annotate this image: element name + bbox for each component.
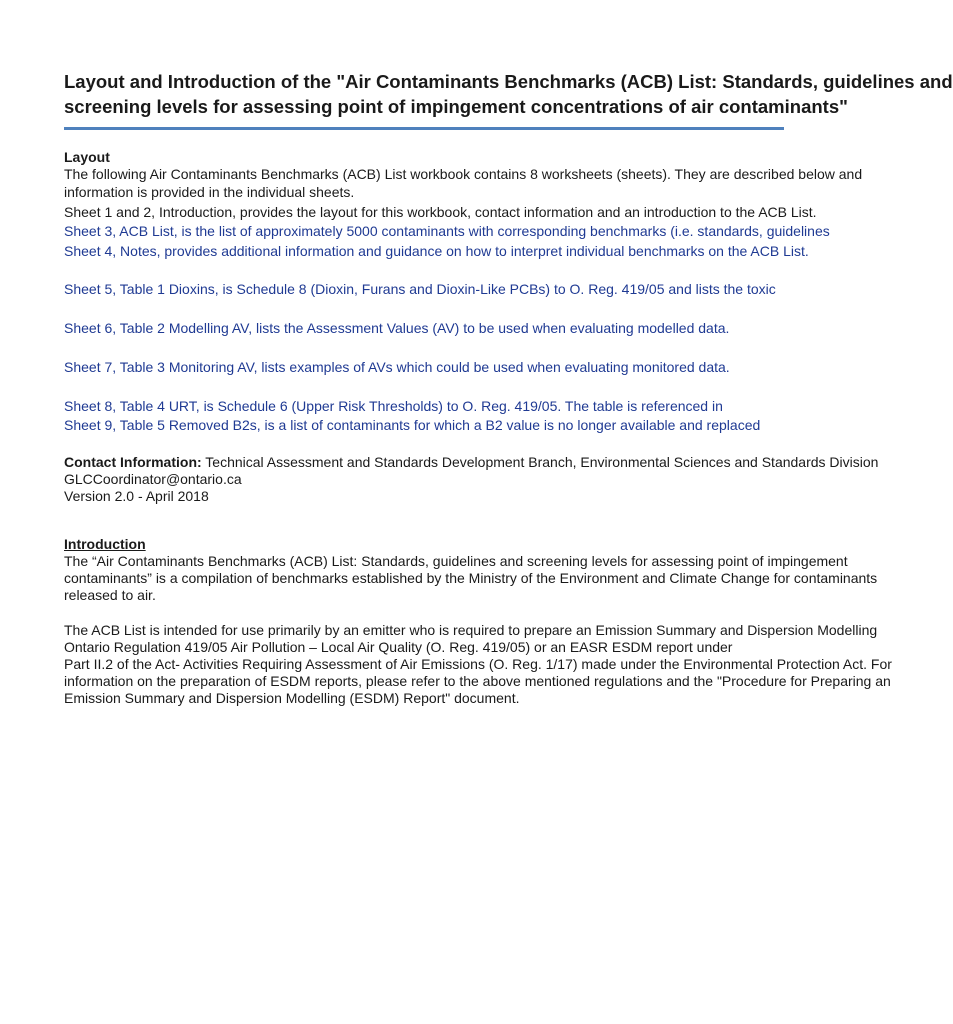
sheet-9-link[interactable]: Sheet 9, Table 5 Removed B2s, is a list of contaminants for which a B2 value is no longer available and replaced — [64, 417, 761, 433]
sheet-1-2-description: Sheet 1 and 2, Introduction, provides the layout for this workbook, contact information and an introduction to the ACB List. — [64, 204, 817, 220]
introduction-p1-line-3: released to air. — [64, 587, 156, 603]
layout-intro-line-1: The following Air Contaminants Benchmarks (ACB) List workbook contains 8 worksheets (sheets). They are described below and — [64, 166, 863, 182]
sheet-6-link[interactable]: Sheet 6, Table 2 Modelling AV, lists the Assessment Values (AV) to be used when evaluating modelled data. — [64, 320, 730, 336]
introduction-heading: Introduction — [64, 536, 146, 552]
title-divider — [64, 127, 784, 130]
page-title-line-2: screening levels for assessing point of impingement concentrations of air contaminants" — [64, 96, 848, 117]
introduction-p1-line-2: contaminants” is a compilation of benchmarks established by the Ministry of the Environment and Climate Change for contaminants — [64, 570, 878, 586]
contact-text: Technical Assessment and Standards Development Branch, Environmental Sciences and Standards Division — [201, 454, 879, 470]
page-title-line-1: Layout and Introduction of the "Air Contaminants Benchmarks (ACB) List: Standards, guidelines and — [64, 71, 953, 92]
introduction-p1-line-1: The “Air Contaminants Benchmarks (ACB) List: Standards, guidelines and screening levels for assessing point of impingement — [64, 553, 848, 569]
version-text: Version 2.0 - April 2018 — [64, 488, 209, 504]
layout-intro-line-2: information is provided in the individual sheets. — [64, 184, 355, 200]
sheet-3-link[interactable]: Sheet 3, ACB List, is the list of approximately 5000 contaminants with corresponding benchmarks (i.e. standards, guidelines — [64, 223, 830, 239]
sheet-8-link[interactable]: Sheet 8, Table 4 URT, is Schedule 6 (Upper Risk Thresholds) to O. Reg. 419/05. The table is referenced in — [64, 398, 723, 414]
introduction-p2-line-2: Ontario Regulation 419/05 Air Pollution – Local Air Quality (O. Reg. 419/05) or an EASR ESDM report under — [64, 639, 733, 655]
contact-email: GLCCoordinator@ontario.ca — [64, 471, 242, 487]
introduction-p2-line-1: The ACB List is intended for use primarily by an emitter who is required to prepare an Emission Summary and Dispersion Modelling — [64, 622, 878, 638]
introduction-p2-line-3: Part II.2 of the Act- Activities Requiring Assessment of Air Emissions (O. Reg. 1/17) made under the Environmental Protection Act. For — [64, 656, 892, 672]
contact-information — [64, 454, 878, 471]
contact-label: Contact Information: — [64, 454, 202, 470]
introduction-p2-line-5: Emission Summary and Dispersion Modelling (ESDM) Report" document. — [64, 690, 520, 706]
sheet-4-link[interactable]: Sheet 4, Notes, provides additional information and guidance on how to interpret individual benchmarks on the ACB List. — [64, 243, 809, 259]
sheet-7-link[interactable]: Sheet 7, Table 3 Monitoring AV, lists examples of AVs which could be used when evaluating monitored data. — [64, 359, 730, 375]
layout-heading: Layout — [64, 149, 110, 165]
sheet-5-link[interactable]: Sheet 5, Table 1 Dioxins, is Schedule 8 (Dioxin, Furans and Dioxin-Like PCBs) to O. Reg. 419/05 and lists the toxic — [64, 281, 776, 297]
introduction-p2-line-4: information on the preparation of ESDM reports, please refer to the above mentioned regulations and the "Procedure for Preparing an — [64, 673, 891, 689]
